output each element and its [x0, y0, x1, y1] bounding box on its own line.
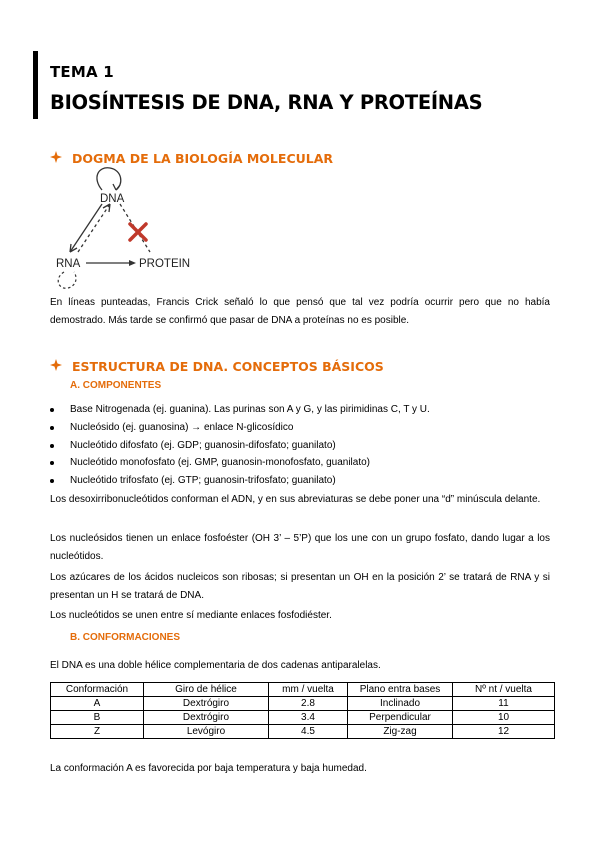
- table-cell: Inclinado: [348, 697, 453, 711]
- section-title: ESTRUCTURA DE DNA. CONCEPTOS BÁSICOS: [72, 359, 384, 374]
- table-cell: Perpendicular: [348, 711, 453, 725]
- table-row: [51, 725, 555, 739]
- protein-label: PROTEIN: [139, 258, 191, 270]
- list-item: [50, 419, 430, 437]
- table-header-row: [51, 683, 555, 697]
- table-cell: 4.5: [269, 725, 348, 739]
- paragraph-phosphodiester: Los nucleótidos se unen entre sí mediante enlaces fosfodiéster.: [50, 610, 332, 621]
- title-bar: [33, 51, 38, 119]
- list-item-text: Nucleótido trifosfato (ej. GTP; guanosin-trifosfato; guanilato): [70, 475, 336, 487]
- bullet-dot-icon: [50, 479, 54, 483]
- conformations-table: [50, 682, 555, 739]
- dna-label: DNA: [100, 193, 125, 205]
- section-title: DOGMA DE LA BIOLOGÍA MOLECULAR: [72, 151, 334, 166]
- components-list: [50, 401, 430, 490]
- list-item-text: Nucleósido (ej. guanosina) → enlace N-glicosídico: [70, 421, 294, 433]
- section-heading-structure: [50, 359, 384, 374]
- central-dogma-diagram: [50, 160, 220, 290]
- table-cell: 11: [453, 697, 555, 711]
- paragraph-double-helix: El DNA es una doble hélice complementaria de dos cadenas antiparalelas.: [50, 660, 381, 671]
- diamond-bullet-icon: [50, 359, 64, 374]
- table-row: [51, 711, 555, 725]
- subheading-components: A. COMPONENTES: [70, 380, 162, 391]
- paragraph-deoxy: Los desoxirribonucleótidos conforman el ADN, y en sus abreviaturas se debe poner una “d” minúscula delante.: [50, 494, 541, 505]
- table-cell: 3.4: [269, 711, 348, 725]
- paragraph-sugars: Los azúcares de los ácidos nucleicos son ribosas; si presentan un OH en la posición 2’ se tratará de RNA y si presentan un H se tratará de DNA.: [50, 572, 550, 601]
- table-cell: 10: [453, 711, 555, 725]
- column-header: Nº nt / vuelta: [453, 683, 555, 697]
- list-item: [50, 437, 430, 455]
- table-cell: Zig-zag: [348, 725, 453, 739]
- rna-replication-dashed-loop: [58, 272, 76, 288]
- bullet-dot-icon: [50, 426, 54, 430]
- blocked-cross-icon: [130, 224, 146, 240]
- rna-to-protein-arrowhead: [129, 260, 136, 266]
- list-item: [50, 472, 430, 490]
- page-title: BIOSÍNTESIS DE DNA, RNA Y PROTEÍNAS: [50, 91, 483, 114]
- bullet-dot-icon: [50, 444, 54, 448]
- bullet-dot-icon: [50, 408, 54, 412]
- paragraph-nucleosides: Los nucleósidos tienen un enlace fosfoéster (OH 3’ – 5’P) que los une con un grupo fosfato, dando lugar a los nucleótidos.: [50, 533, 550, 562]
- dna-loop-arrowhead: [113, 184, 120, 190]
- table-cell: Dextrógiro: [144, 697, 269, 711]
- table-cell: 12: [453, 725, 555, 739]
- table-cell: B: [51, 711, 144, 725]
- column-header: mm / vuelta: [269, 683, 348, 697]
- column-header: Conformación: [51, 683, 144, 697]
- table-row: [51, 697, 555, 711]
- dna-to-rna-arrow: [70, 204, 102, 252]
- paragraph-conformation-a: La conformación A es favorecida por baja temperatura y baja humedad.: [50, 763, 367, 774]
- dogma-paragraph: En líneas punteadas, Francis Crick señaló lo que pensó que tal vez podría ocurrir pero que no había demostrado. Más tarde se confirmó que pasar de DNA a proteínas no es posible.: [50, 297, 550, 326]
- dna-to-rna-arrowhead: [70, 244, 77, 252]
- list-item-text: Base Nitrogenada (ej. guanina). Las purinas son A y G, y las pirimidinas C, T y U.: [70, 404, 430, 415]
- bullet-dot-icon: [50, 461, 54, 465]
- rna-to-dna-arrowhead: [103, 204, 110, 212]
- subheading-conformations: B. CONFORMACIONES: [70, 632, 180, 643]
- rna-to-dna-dashed-arrow: [78, 204, 110, 252]
- list-item-text: Nucleótido monofosfato (ej. GMP, guanosin-monofosfato, guanilato): [70, 457, 370, 469]
- dna-replication-loop: [97, 168, 121, 190]
- column-header: Giro de hélice: [144, 683, 269, 697]
- list-item: [50, 401, 430, 419]
- table-cell: 2.8: [269, 697, 348, 711]
- table-cell: A: [51, 697, 144, 711]
- table-cell: Levógiro: [144, 725, 269, 739]
- table-cell: Z: [51, 725, 144, 739]
- column-header: Plano entra bases: [348, 683, 453, 697]
- list-item-text: Nucleótido difosfato (ej. GDP; guanosin-difosfato; guanilato): [70, 439, 336, 451]
- chapter-label: TEMA 1: [50, 63, 114, 81]
- table-cell: Dextrógiro: [144, 711, 269, 725]
- rna-label: RNA: [56, 258, 81, 270]
- list-item: [50, 454, 430, 472]
